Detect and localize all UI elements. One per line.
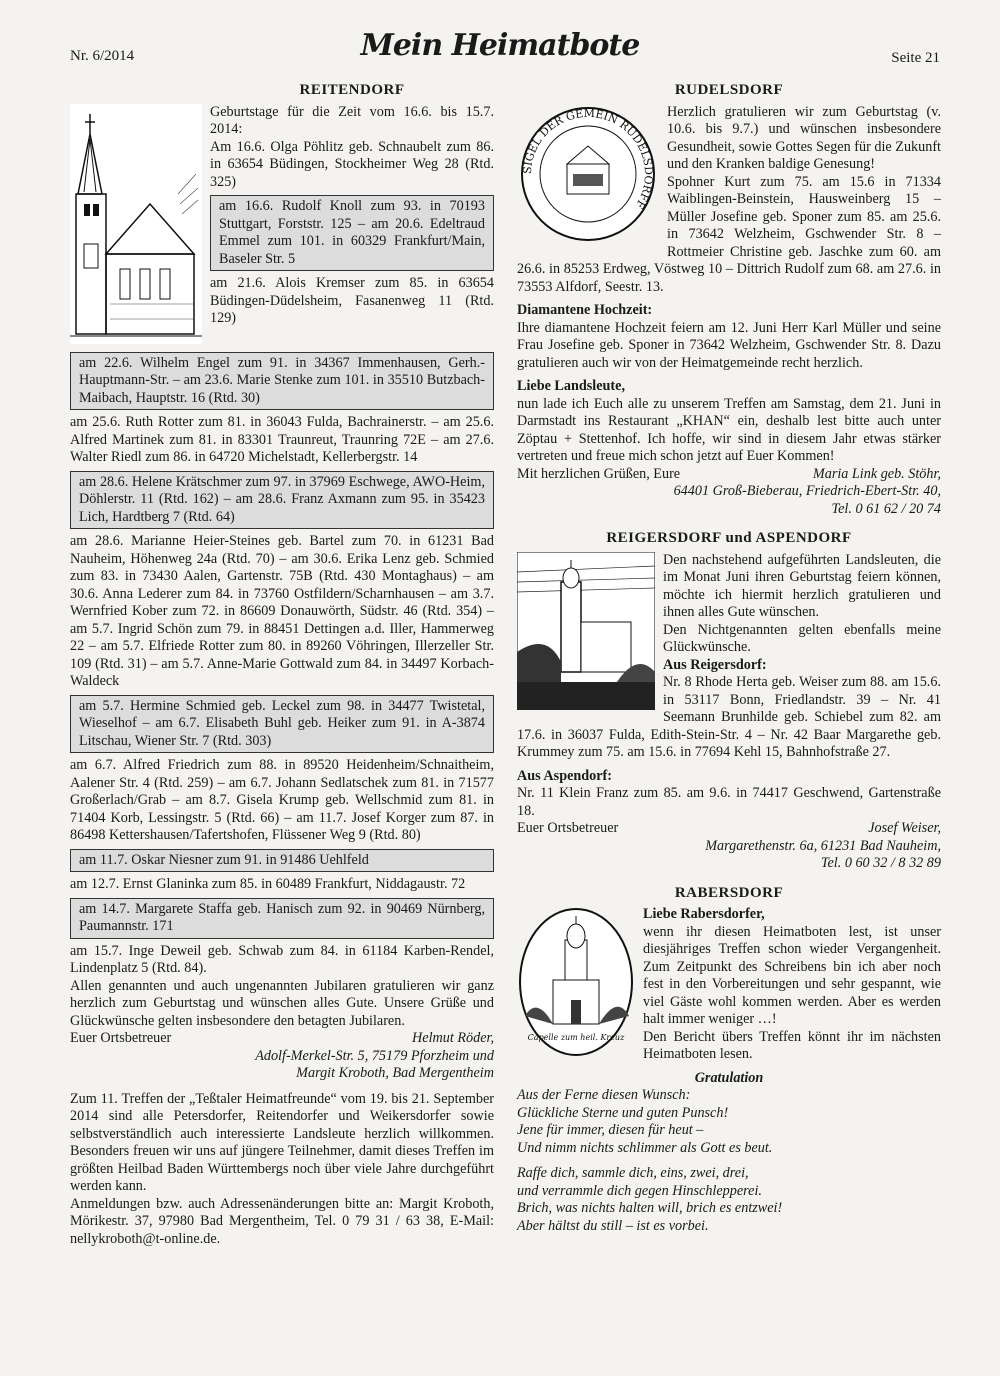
signature-name: Helmut Röder, <box>412 1030 494 1046</box>
aspendorf-subtitle: Aus Aspendorf: <box>517 767 612 784</box>
highlight-text-4: am 5.7. Hermine Schmied geb. Leckel zum 98. in 34477 Twistetal, Wieselhof – am 6.7. Elisabeth Buhl geb. Heiker zum 91. in A-3874 Litschau, Wiener Str. 7 (Rtd. 303) <box>79 697 485 749</box>
rudelsdorf-birthdays: Spohner Kurt zum 75. am 15.6 in 71334 Waiblingen-Beinstein, Hausweinberg 15 – Müller Josefine geb. Sponer zum 85. am 25.6. in 73642 Welzheim, Gschwender Str. 8 – Rottmeier Christine geb. Jaschke zum 60. am 26.6. in 85253 Erdweg, Vöstweg 10 – Dittrich Rudolf zum 68. am 27.6. in 73553 Alfdorf, Seestr. 13. <box>517 173 941 295</box>
highlight-text-3: am 28.6. Helene Krätschmer zum 97. in 37969 Eschwege, AWO-Heim, Döhlerstr. 11 (Rtd. 162) – am 28.6. Franz Axmann zum 95. in 35423 Lich, Hardtberg 7 (Rtd. 64) <box>79 473 485 525</box>
highlight-box-6 <box>70 898 494 939</box>
birthday-entry-5: am 6.7. Alfred Friedrich zum 88. in 89520 Heidenheim/Schnaitheim, Aalener Str. 4 (Rtd. 259) – am 6.7. Johann Sedlatschek zum 81. in 71577 Großerlach/Grab – am 8.7. Gisela Krump geb. Wellschmid zum 81. in 71404 Korb, Lessingstr. 5 (Rtd. 66) – am 11.7. Josef Korger zum 87. in 86498 Kettershausen/Tafertshofen, Flüssener Weg 9 (Rtd. 80) <box>70 757 494 843</box>
highlight-box-3 <box>70 471 494 530</box>
registration-info: Anmeldungen bzw. auch Adressenänderungen bitte an: Margit Kroboth, Mörikestr. 37, 97980 Bad Mergentheim, Tel. 0 79 31 / 63 38, E-Mail: nellykroboth@t-online.de. <box>70 1195 494 1247</box>
diamond-wedding-text: Ihre diamantene Hochzeit feiern am 12. Juni Herr Karl Müller und seine Frau Josefine geb. Sponer in 73642 Welzheim, Gschwender Str. 8. Dazu gratulieren auch wir von der Heimatgemeinde recht herzlich. <box>517 319 941 371</box>
highlight-box-5 <box>70 849 494 873</box>
right-column <box>517 82 941 1235</box>
highlight-text-6: am 14.7. Margarete Staffa geb. Hanisch zum 92. in 90469 Nürnberg, Paumannstr. 171 <box>79 900 485 934</box>
aspendorf-birthdays: Nr. 11 Klein Franz zum 85. am 9.6. in 74417 Geschwend, Gartenstraße 18. <box>517 785 941 819</box>
birthday-entry-3: am 25.6. Ruth Rotter zum 81. in 36043 Fulda, Bachrainerstr. – am 25.6. Alfred Martinek zum 81. in 83301 Traunreut, Traunring 72E – am 27.6. Walter Riedl zum 86. in 64720 Michelstadt, Kellerbergstr. 14 <box>70 414 494 465</box>
section-title-reitendorf: REITENDORF <box>299 82 405 98</box>
diamond-wedding-title: Diamantene Hochzeit: <box>517 302 653 318</box>
gratulation-title: Gratulation <box>694 1069 764 1086</box>
weiser-signature-label: Euer Ortsbetreuer <box>517 820 619 836</box>
reigersdorf-note: Den Nichtgenannten gelten ebenfalls meine Glückwünsche. <box>663 621 941 655</box>
signature-line-3: Margit Kroboth, Bad Mergentheim <box>296 1065 494 1081</box>
section-title-rabersdorf: RABERSDORF <box>674 884 784 901</box>
left-column <box>70 82 494 1248</box>
poem-line: Raffe dich, sammle dich, eins, zwei, drei, <box>517 1165 749 1181</box>
poem-line: Jene für immer, diesen für heut – <box>517 1122 704 1138</box>
section-title-reigersdorf: REIGERSDORF und ASPENDORF <box>606 530 852 546</box>
village-woodcut-image <box>517 552 655 710</box>
rabersdorf-text-2: Den Bericht übers Treffen könnt ihr im nächsten Heimatboten lesen. <box>643 1028 941 1062</box>
village-seal-image <box>517 104 659 244</box>
closing-wishes: Allen genannten und auch ungenannten Jubilaren gratulieren wir ganz herzlich zum Geburtstag und wünschen alles Gute. Unsere Grüße und Glückwünsche gelten insbesondere den betagten Jubilaren. <box>70 977 494 1029</box>
highlight-text-5: am 11.7. Oskar Niesner zum 91. in 91486 Uehlfeld <box>79 851 369 868</box>
poem-line: Glückliche Sterne und guten Punsch! <box>517 1104 729 1121</box>
weiser-signature-phone: Tel. 0 60 32 / 8 32 89 <box>820 855 941 871</box>
masthead-logo: Mein Heimatbote <box>360 28 640 63</box>
highlight-box-2 <box>70 352 494 411</box>
reigersdorf-intro: Den nachstehend aufgeführten Landsleuten, die im Monat Juni ihren Geburtstag feiern können, möchte ich hiermit herzlich gratulieren und ihnen alles Gute wünschen. <box>663 551 941 620</box>
link-signature-name: Maria Link geb. Stöhr, <box>812 465 941 482</box>
poem-line: Aber hältst du still – ist es vorbei. <box>517 1217 709 1234</box>
highlight-box-4 <box>70 695 494 754</box>
poem-line: Und nimm nichts schlimmer als Gott es beut. <box>517 1139 773 1156</box>
issue-number: Nr. 6/2014 <box>70 48 135 64</box>
birthday-intro: Geburtstage für die Zeit vom 16.6. bis 15.7. 2014: <box>210 103 494 137</box>
page-number: Seite 21 <box>891 50 940 66</box>
greeting: Mit herzlichen Grüßen, Eure <box>517 465 681 482</box>
poem-line: Aus der Ferne diesen Wunsch: <box>517 1087 691 1103</box>
seal-inscription: SIGEL DER GEMEIN RUDELSDORFF <box>520 106 656 211</box>
weiser-signature-address: Margarethenstr. 6a, 61231 Bad Nauheim, <box>705 837 941 854</box>
section-title-rudelsdorf: RUDELSDORF <box>674 82 784 98</box>
chapel-caption: Capelle zum heil. Kreuz <box>527 1033 625 1042</box>
highlight-text-2: am 22.6. Wilhelm Engel zum 91. in 34367 Immenhausen, Gerh.-Hauptmann-Str. – am 23.6. Marie Stenke zum 101. in 35510 Butzbach-Maibach, Hauptstr. 16 (Rtd. 30) <box>79 354 485 406</box>
rabersdorf-salutation: Liebe Rabersdorfer, <box>643 906 765 922</box>
reigersdorf-subtitle: Aus Reigersdorf: <box>663 656 767 673</box>
weiser-signature-block <box>517 820 941 838</box>
birthday-entry-4: am 28.6. Marianne Heier-Steines geb. Bartel zum 70. in 61231 Bad Nauheim, Höhenweg 24a (Rtd. 70) – am 30.6. Erika Lenz geb. Schmied zum 83. in 73430 Aalen, Gartenstr. 75B (Rtd. 430 Montaghaus) – am 30.6. Anna Lederer zum 84. in 73760 Ostfildern/Scharnhausen – am 3.7. Wernfried Kober zum 72. in 86609 Donauwörth, Südstr. 46 (Rtd. 354) – am 5.7. Ingrid Schön zum 79. in 88451 Dettingen a.d. Iller, Hammerweg 22 – am 5.7. Elfriede Rotter zum 80. in 89260 Vöhringen, Illerzeller Str. 109 (Rtd. 31) – am 5.7. Anne-Marie Gottwald zum 84. in 34497 Korbach-Waldeck <box>70 533 494 689</box>
birthday-entry-6: am 12.7. Ernst Glaninka zum 85. in 60489 Frankfurt, Niddagaustr. 72 <box>70 876 466 892</box>
rabersdorf-text-1: wenn ihr diesen Heimatboten lest, ist unser diesjähriges Treffen schon wieder Vergangenheit. Zum Zeitpunkt des Schreibens bin ich aber noch fest in den Vorbereitungen und sehr gespannt, wie viel Gäste wohl kommen werden. Aber es werden halt immer weniger …! <box>643 923 941 1027</box>
signature-block <box>70 1030 494 1048</box>
landsleute-text: nun lade ich Euch alle zu unserem Treffen am Samstag, dem 21. Juni in Darmstadt ins Restaurant „KHAN“ ein, deshalb lest bitte auch unter Zöptau + Stettenhof. Ich hoffe, wir sind in diesem Jahr etwas stärker vertreten und freue mich schon jetzt auf Euer Kommen! <box>517 395 941 464</box>
birthday-entry-7: am 15.7. Inge Deweil geb. Schwab zum 84. in 61184 Karben-Rendel, Lindenplatz 5 (Rtd. 84). <box>70 942 494 976</box>
poem-line: und verrammle dich gegen Hinschlepperei. <box>517 1182 762 1199</box>
signature-line-2: Adolf-Merkel-Str. 5, 75179 Pforzheim und <box>255 1047 494 1064</box>
church-illustration <box>70 104 202 344</box>
meeting-announcement: Zum 11. Treffen der „Teßtaler Heimatfreunde“ vom 19. bis 21. September 2014 sind alle Petersdorfer, Reitendorfer und Weikersdorfer sowie selbstverständlich auch interessierte Landsleute herzlich willkommen. Besonders freuen wir uns auf jüngere Teilnehmer, damit dieses Treffen im größten Heilbad Baden Württembergs noch über viele Jahre durchgeführt werden kann. <box>70 1090 494 1194</box>
signature-label: Euer Ortsbetreuer <box>70 1030 172 1046</box>
birthday-entry-2: am 21.6. Alois Kremser zum 85. in 63654 Büdingen-Düdelsheim, Fasanenweg 11 (Rtd. 129) <box>210 275 494 326</box>
rudelsdorf-intro: Herzlich gratulieren wir zum Geburtstag (v. 10.6. bis 9.7.) und wünschen insbesondere Gesundheit, sowie Gottes Segen für die Zukunft und den Kranken baldige Genesung! <box>667 103 941 172</box>
poem-line: Brich, was nichts halten will, brich es entzwei! <box>517 1200 783 1216</box>
highlight-box-1 <box>210 195 494 271</box>
link-signature-phone: Tel. 0 61 62 / 20 74 <box>831 500 941 517</box>
poem-stanza-2 <box>517 1165 941 1235</box>
link-signature-block <box>517 466 941 484</box>
chapel-medallion-image <box>517 906 635 1058</box>
highlight-text-1: am 16.6. Rudolf Knoll zum 93. in 70193 Stuttgart, Forststr. 125 – am 20.6. Edeltraud Emmel zum 101. in 60329 Frankfurt/Main, Baseler Str. 5 <box>219 198 485 267</box>
birthday-entry-1: Am 16.6. Olga Pöhlitz geb. Schnaubelt zum 86. in 63654 Büdingen, Stockheimer Weg 28 (Rtd. 325) <box>210 138 494 190</box>
link-signature-address: 64401 Groß-Bieberau, Friedrich-Ebert-Str. 40, <box>673 483 941 499</box>
poem-stanza-1 <box>517 1087 941 1157</box>
weiser-signature-name: Josef Weiser, <box>868 820 941 836</box>
reigersdorf-birthdays: Nr. 8 Rhode Herta geb. Weiser zum 88. am 15.6. in 53117 Bonn, Friedlandstr. 39 – Nr. 41 Seemann Brunhilde geb. Schiebel zum 82. am 17.6. in 36037 Fulda, Edith-Stein-Str. 4 – Nr. 42 Baar Margarethe geb. Krummey zum 75. am 15.6. in 77694 Kehl 15, Bahnhofstraße 27. <box>517 674 941 760</box>
landsleute-title: Liebe Landsleute, <box>517 378 625 394</box>
